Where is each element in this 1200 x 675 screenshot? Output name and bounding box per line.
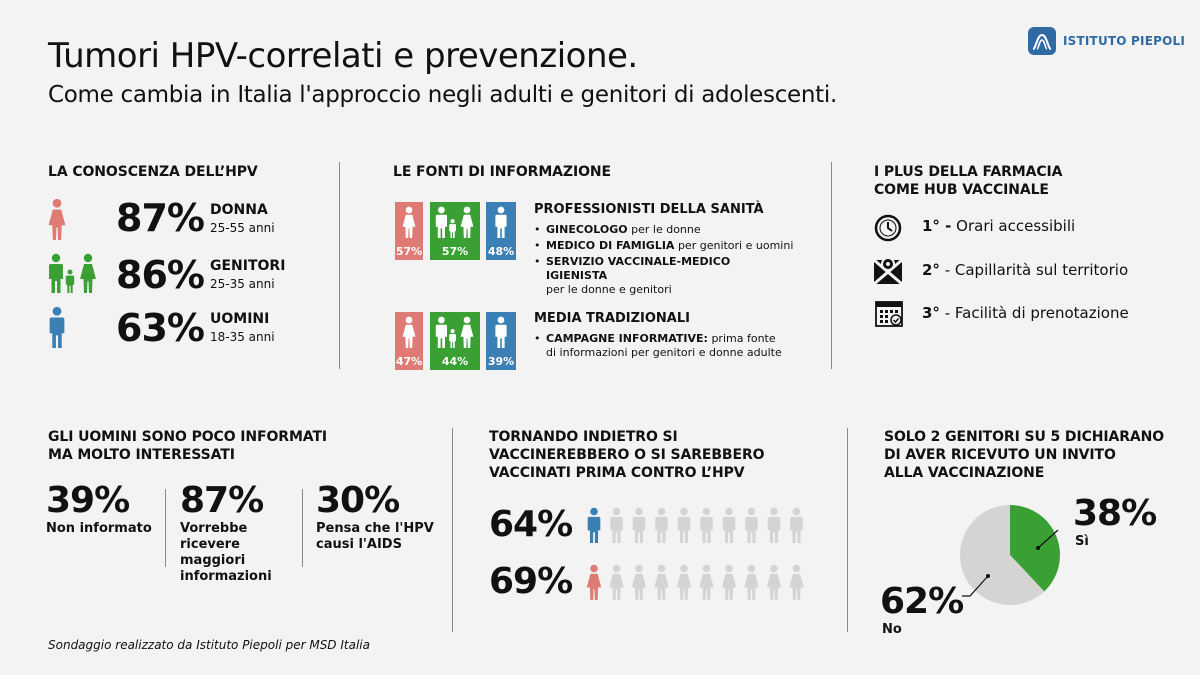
knowledge-age-women: 25-55 anni bbox=[210, 221, 275, 235]
woman-icon bbox=[722, 565, 736, 600]
man-icon bbox=[655, 508, 668, 543]
woman-icon bbox=[699, 565, 713, 600]
footer-note: Sondaggio realizzato da Istituto Piepoli per MSD Italia bbox=[48, 638, 370, 652]
map-pin-icon bbox=[872, 254, 904, 290]
knowledge-label-parents: GENITORI bbox=[210, 258, 286, 274]
woman-icon bbox=[744, 565, 758, 600]
woman-icon bbox=[677, 565, 691, 600]
parents-heading-line: ALLA VACCINAZIONE bbox=[884, 465, 1045, 481]
pharmacy-item: 2° - Capillarità sul territorio bbox=[922, 261, 1129, 279]
divider bbox=[165, 489, 166, 567]
men-stat-label: Non informato bbox=[46, 521, 152, 536]
pharmacy-heading-line: I PLUS DELLA FARMACIA bbox=[874, 164, 1063, 180]
pharmacy-item: 1° - Orari accessibili bbox=[922, 217, 1076, 235]
knowledge-age-men: 18-35 anni bbox=[210, 330, 275, 344]
woman-icon bbox=[632, 565, 646, 600]
men-stat-label: Pensa che l'HPV causi l'AIDS bbox=[316, 521, 434, 552]
divider bbox=[847, 428, 848, 632]
source-bullet: • CAMPAGNE INFORMATIVE: prima fonte di informazioni per genitori e donne adulte bbox=[534, 332, 784, 360]
source-tile-men bbox=[486, 202, 516, 260]
source-group-title: PROFESSIONISTI DELLA SANITÀ bbox=[534, 202, 764, 217]
men-stat-pct: 30% bbox=[316, 480, 400, 521]
woman-icon bbox=[654, 565, 668, 600]
back-heading-line: VACCINATI PRIMA CONTRO L’HPV bbox=[489, 465, 745, 481]
divider bbox=[831, 162, 832, 369]
men-stat-pct: 39% bbox=[46, 480, 130, 521]
man-icon bbox=[723, 508, 736, 543]
family-icon bbox=[46, 253, 100, 295]
source-pct-women: 57% bbox=[395, 245, 423, 258]
back-pct-women: 69% bbox=[489, 561, 573, 602]
knowledge-pct-women: 87% bbox=[116, 196, 204, 240]
source-bullet: • MEDICO DI FAMIGLIA per genitori e uomini bbox=[534, 239, 794, 253]
back-heading bbox=[489, 428, 764, 482]
source-tile-women bbox=[395, 202, 423, 260]
pie-no-label: No bbox=[882, 622, 902, 637]
man-icon bbox=[790, 508, 803, 543]
knowledge-label-women: DONNA bbox=[210, 202, 268, 218]
man-icon bbox=[745, 508, 758, 543]
men-heading-line: GLI UOMINI SONO POCO INFORMATI bbox=[48, 429, 328, 445]
man-icon bbox=[768, 508, 781, 543]
woman-icon bbox=[767, 565, 781, 600]
source-tile-women bbox=[395, 312, 423, 370]
sources-heading: LE FONTI DI INFORMAZIONE bbox=[393, 164, 611, 180]
divider bbox=[339, 162, 340, 369]
men-stat-label: Vorrebbe ricevere maggiori informazioni bbox=[180, 521, 272, 584]
men-heading-line: MA MOLTO INTERESSATI bbox=[48, 447, 235, 463]
source-bullet: • GINECOLOGO per le donne bbox=[534, 223, 794, 237]
divider bbox=[302, 489, 303, 567]
knowledge-pct-parents: 86% bbox=[116, 253, 204, 297]
man-icon bbox=[46, 306, 68, 348]
knowledge-age-parents: 25-35 anni bbox=[210, 277, 275, 291]
pharmacy-heading-line: COME HUB VACCINALE bbox=[874, 182, 1049, 198]
clock-icon bbox=[874, 214, 902, 246]
women-icon-row bbox=[585, 560, 815, 604]
logo-mark-icon bbox=[1028, 27, 1056, 55]
source-tile-parents bbox=[430, 202, 480, 260]
woman-icon bbox=[587, 565, 601, 600]
source-bullets bbox=[534, 223, 794, 299]
men-icon-row bbox=[585, 503, 815, 547]
pharmacy-item: 3° - Facilità di prenotazione bbox=[922, 304, 1129, 322]
woman-icon bbox=[609, 565, 623, 600]
woman-icon bbox=[46, 198, 68, 240]
page-title: Tumori HPV-correlati e prevenzione. bbox=[48, 36, 638, 76]
page-subtitle: Come cambia in Italia l'approccio negli adulti e genitori di adolescenti. bbox=[48, 82, 837, 108]
source-pct-men: 39% bbox=[487, 355, 515, 368]
knowledge-heading: LA CONOSCENZA DELL’HPV bbox=[48, 164, 258, 180]
man-icon bbox=[588, 508, 601, 543]
divider bbox=[452, 428, 453, 632]
source-pct-parents: 57% bbox=[441, 245, 469, 258]
logo bbox=[1028, 27, 1185, 55]
back-heading-line: VACCINEREBBERO O SI SAREBBERO bbox=[489, 447, 765, 463]
knowledge-label-men: UOMINI bbox=[210, 311, 270, 327]
man-icon bbox=[678, 508, 691, 543]
knowledge-pct-men: 63% bbox=[116, 306, 204, 350]
parents-heading-line: SOLO 2 GENITORI SU 5 DICHIARANO bbox=[884, 429, 1165, 445]
pie-yes-pct: 38% bbox=[1073, 493, 1157, 534]
parents-heading-line: DI AVER RICEVUTO UN INVITO bbox=[884, 447, 1116, 463]
source-tile-parents bbox=[430, 312, 480, 370]
woman-icon bbox=[789, 565, 803, 600]
man-icon bbox=[610, 508, 623, 543]
men-heading bbox=[48, 428, 327, 464]
pie-leader-dot bbox=[1036, 546, 1040, 550]
logo-text: ISTITUTO PIEPOLI bbox=[1063, 34, 1186, 48]
back-heading-line: TORNANDO INDIETRO SI bbox=[489, 429, 678, 445]
back-pct-men: 64% bbox=[489, 504, 573, 545]
source-bullets bbox=[534, 332, 784, 362]
pie-no-pct: 62% bbox=[880, 581, 964, 622]
pie-yes-label: Sì bbox=[1075, 534, 1089, 549]
man-icon bbox=[700, 508, 713, 543]
pharmacy-heading bbox=[874, 163, 1062, 199]
calendar-icon bbox=[874, 298, 904, 332]
source-pct-parents: 44% bbox=[441, 355, 469, 368]
source-group-title: MEDIA TRADIZIONALI bbox=[534, 311, 690, 326]
source-tile-men bbox=[486, 312, 516, 370]
men-stat-pct: 87% bbox=[180, 480, 264, 521]
source-pct-men: 48% bbox=[487, 245, 515, 258]
man-icon bbox=[633, 508, 646, 543]
source-bullet: • SERVIZIO VACCINALE-MEDICO IGIENISTA per le donne e genitori bbox=[534, 255, 794, 297]
parents-heading bbox=[884, 428, 1164, 482]
pie-leader-dot bbox=[986, 574, 990, 578]
source-pct-women: 47% bbox=[395, 355, 423, 368]
